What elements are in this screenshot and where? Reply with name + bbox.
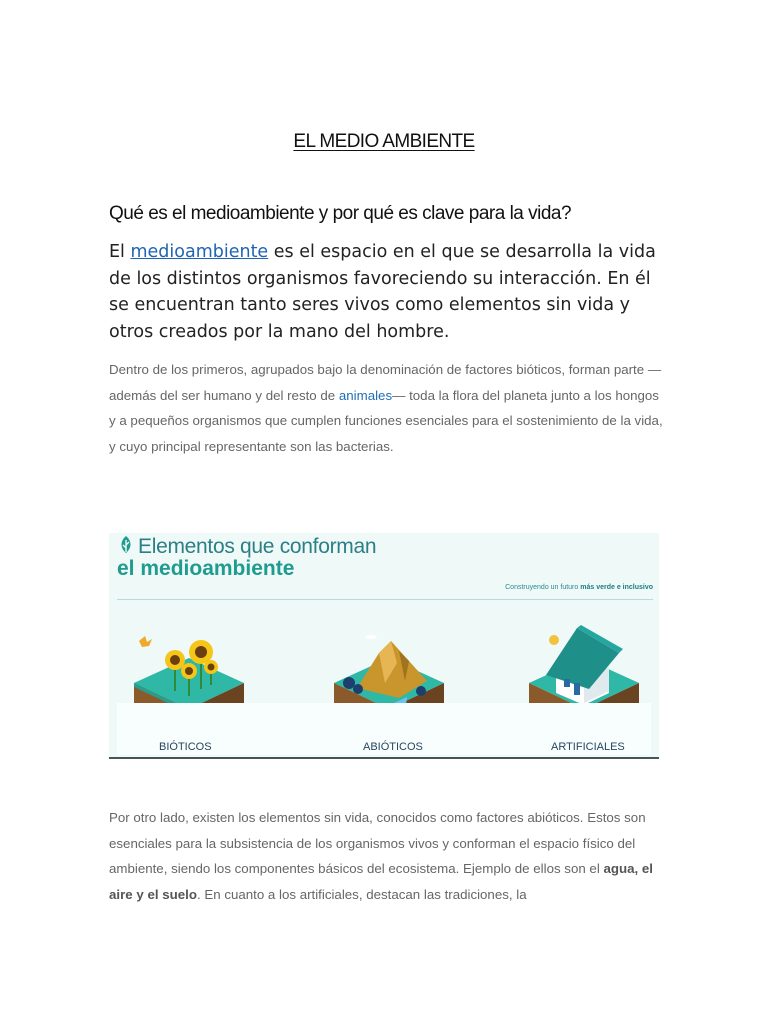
medioambiente-infographic — [109, 533, 659, 759]
para2-text-after: . En cuanto a los artificiales, destacan las tradiciones, la — [196, 887, 527, 903]
tagline-bold: más verde e inclusivo — [580, 584, 653, 591]
category-abioticos: ABIÓTICOS — [363, 741, 423, 753]
bioticos-paragraph — [109, 357, 669, 460]
category-bioticos: BIÓTICOS — [159, 741, 212, 753]
para2-text-before: Por otro lado, existen los elementos sin vida, conocidos como factores abióticos. Estos son esenciales para la subsistencia de los organismos vivos y conforman el espacio físico del ambiente, siendo los componentes básicos del ecosistema. Ejemplo de ellos son el — [109, 810, 646, 877]
medioambiente-link[interactable]: medioambiente — [130, 242, 269, 262]
animales-link[interactable]: animales — [338, 387, 393, 403]
para1-text-after: — toda la flora del planeta junto a los hongos y a pequeños organismos que cumplen funciones esenciales para el sostenimiento de la vida, y cuyo principal representante son las bacterias. — [109, 387, 663, 455]
infographic-subtitle: el medioambiente — [117, 557, 295, 580]
para1-text-before: Dentro de los primeros, agrupados bajo la denominación de factores bióticos, forman parte —además del ser humano y del resto de — [109, 362, 662, 403]
leaf-icon — [117, 535, 135, 555]
document-title: EL MEDIO AMBIENTE — [293, 131, 475, 152]
intro-text: es el espacio en el que se desarrolla la vida de los distintos organismos favoreciendo su interacción. En él se encuentran tanto seres vivos como elementos sin vida y otros creados por la mano del hombre. — [109, 242, 656, 342]
infographic-title: Elementos que conforman — [138, 535, 377, 558]
category-artificiales: ARTIFICIALES — [551, 741, 625, 753]
infographic-divider — [117, 599, 653, 600]
abioticos-paragraph — [109, 805, 669, 908]
intro-prefix: El — [109, 242, 131, 262]
tagline-prefix: Construyendo un futuro — [505, 584, 581, 591]
section-heading: Qué es el medioambiente y por qué es clave para la vida? — [109, 203, 572, 224]
para2-bold-text: agua, el aire y el suelo — [109, 861, 653, 903]
intro-paragraph — [109, 239, 669, 345]
infographic-tagline — [505, 584, 653, 591]
